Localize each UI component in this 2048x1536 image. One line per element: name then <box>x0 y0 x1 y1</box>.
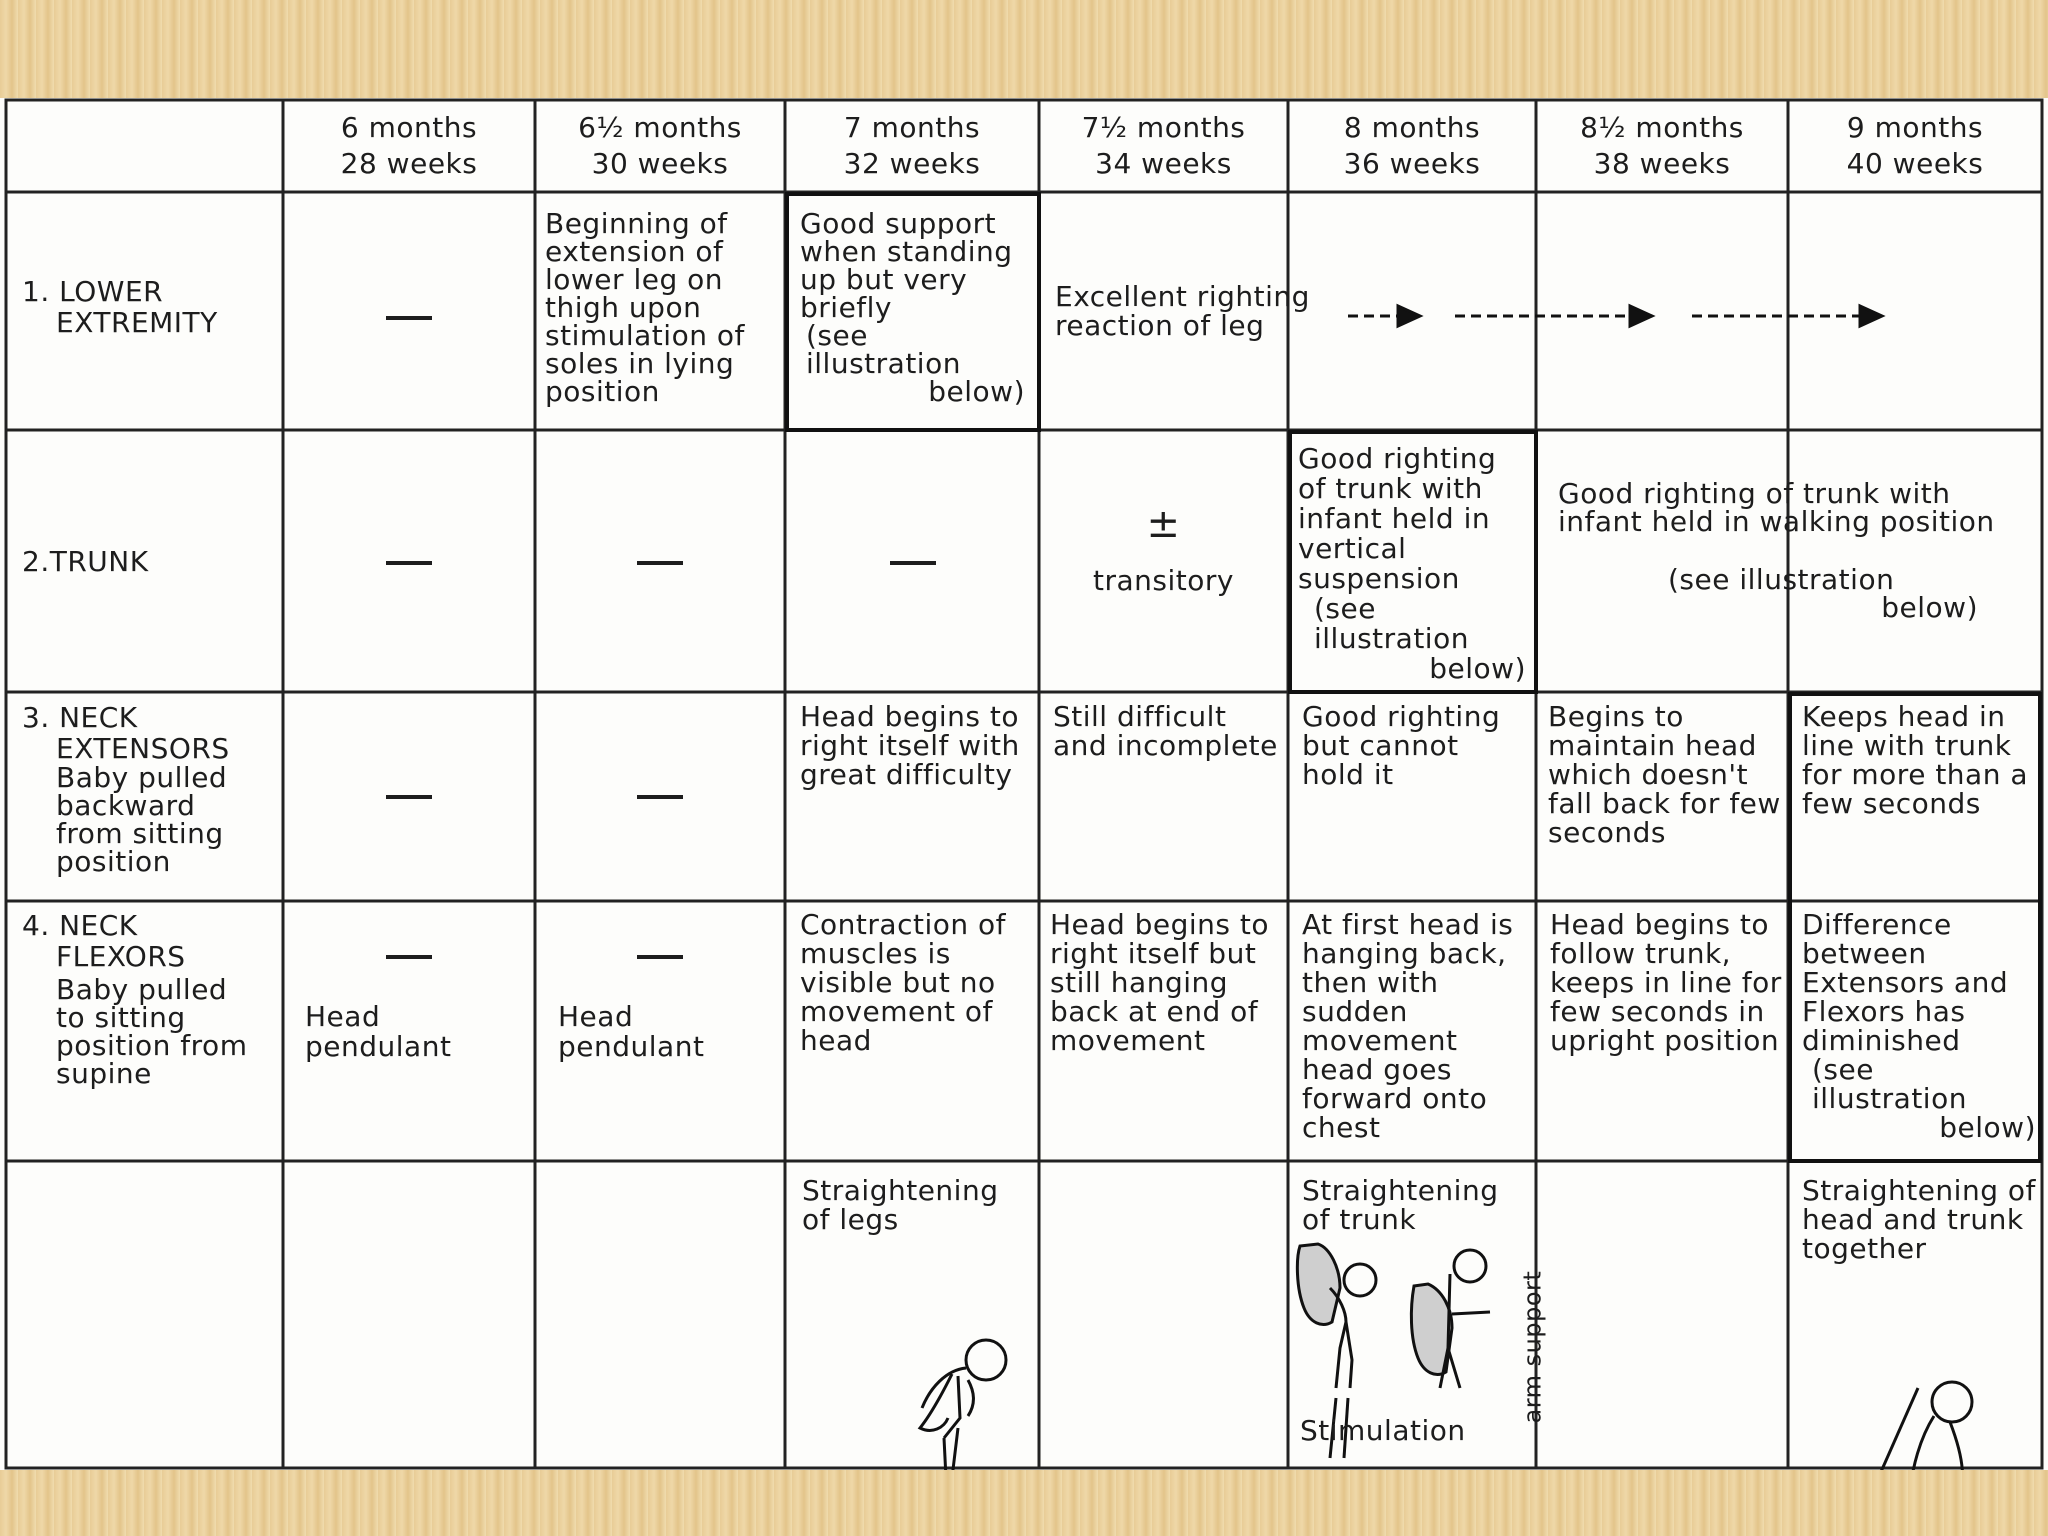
caption-stimulation: Stimulation <box>1300 1414 1466 1447</box>
cell-flex-9m: Difference between Extensors and Flexors has diminished (see illustration below) <box>1802 908 2036 1144</box>
cell-trunk-7-5m-symbol: ± <box>1146 501 1181 547</box>
baby-walking-illustration <box>1850 1382 1972 1470</box>
row-label-trunk: 2.TRUNK <box>22 545 149 578</box>
col-header-7m: 7 months 32 weeks <box>843 111 981 180</box>
col-header-7-5m: 7½ months 34 weeks <box>1081 111 1246 180</box>
cell-ext-8-5m: Begins to maintain head which doesn't fall back for few seconds <box>1548 700 1781 849</box>
cell-ext-7-5m: Still difficult and incomplete <box>1053 700 1278 762</box>
dash-ext-6m <box>386 795 432 799</box>
cell-ext-9m: Keeps head in line with trunk for more than a few seconds <box>1802 700 2029 820</box>
background-band <box>0 1470 2048 1536</box>
col-header-8m: 8 months 36 weeks <box>1343 111 1481 180</box>
dash-trunk-6m <box>386 561 432 565</box>
dash-trunk-7m <box>890 561 936 565</box>
cell-flex-6m: Head pendulant <box>305 1000 452 1063</box>
cell-ext-7m: Head begins to right itself with great difficulty <box>800 700 1020 791</box>
row-label-neck-flexors: 4. NECK FLEXORS Baby pulled to sitting position from supine <box>22 909 248 1090</box>
row-label-neck-extensors: 3. NECK EXTENSORS Baby pulled backward from sitting position <box>22 701 230 878</box>
dash-flex-6m <box>386 955 432 959</box>
caption-arm-support: arm support <box>1518 1270 1547 1424</box>
dash-ext-6-5m <box>637 795 683 799</box>
col-header-8-5m: 8½ months 38 weeks <box>1580 111 1744 180</box>
dash-lower-6m <box>386 316 432 320</box>
col-header-9m: 9 months 40 weeks <box>1846 111 1984 180</box>
development-table <box>0 98 2048 1470</box>
row-label-lower-extremity: 1. LOWER EXTREMITY <box>22 275 218 339</box>
caption-straightening-head-trunk: Straightening of head and trunk together <box>1802 1174 2036 1265</box>
cell-trunk-8-5m: Good righting of trunk with infant held in walking position (see illustration below) <box>1558 477 1995 624</box>
cell-trunk-7-5m-text: transitory <box>1093 564 1234 597</box>
cell-flex-7m: Contraction of muscles is visible but no movement of head <box>800 908 1006 1057</box>
col-header-6m: 6 months 28 weeks <box>340 111 478 180</box>
caption-straightening-trunk: Straightening of trunk <box>1302 1174 1499 1236</box>
caption-straightening-legs: Straightening of legs <box>802 1174 999 1236</box>
cell-flex-7-5m: Head begins to right itself but still hanging back at end of movement <box>1050 908 1270 1057</box>
dash-flex-6-5m <box>637 955 683 959</box>
cell-flex-8m: At first head is hanging back, then with sudden movement head goes forward onto chest <box>1302 908 1514 1144</box>
arrow-icon <box>1348 306 1882 326</box>
baby-standing-illustration <box>920 1340 1006 1470</box>
cell-lower-7m: Good support when standing up but very briefly (see illustration below) <box>800 207 1025 408</box>
cell-lower-7-5m: Excellent righting reaction of leg <box>1055 280 1310 342</box>
cell-flex-8-5m: Head begins to follow trunk, keeps in line for few seconds in upright position <box>1550 908 1782 1057</box>
cell-ext-8m: Good righting but cannot hold it <box>1302 700 1501 791</box>
cell-lower-6-5m: Beginning of extension of lower leg on thigh upon stimulation of soles in lying position <box>545 207 745 408</box>
cell-flex-6-5m: Head pendulant <box>558 1000 705 1063</box>
dash-trunk-6-5m <box>637 561 683 565</box>
col-header-6-5m: 6½ months 30 weeks <box>578 111 742 180</box>
cell-trunk-8m: Good righting of trunk with infant held in vertical suspension (see illustration below) <box>1298 442 1526 685</box>
